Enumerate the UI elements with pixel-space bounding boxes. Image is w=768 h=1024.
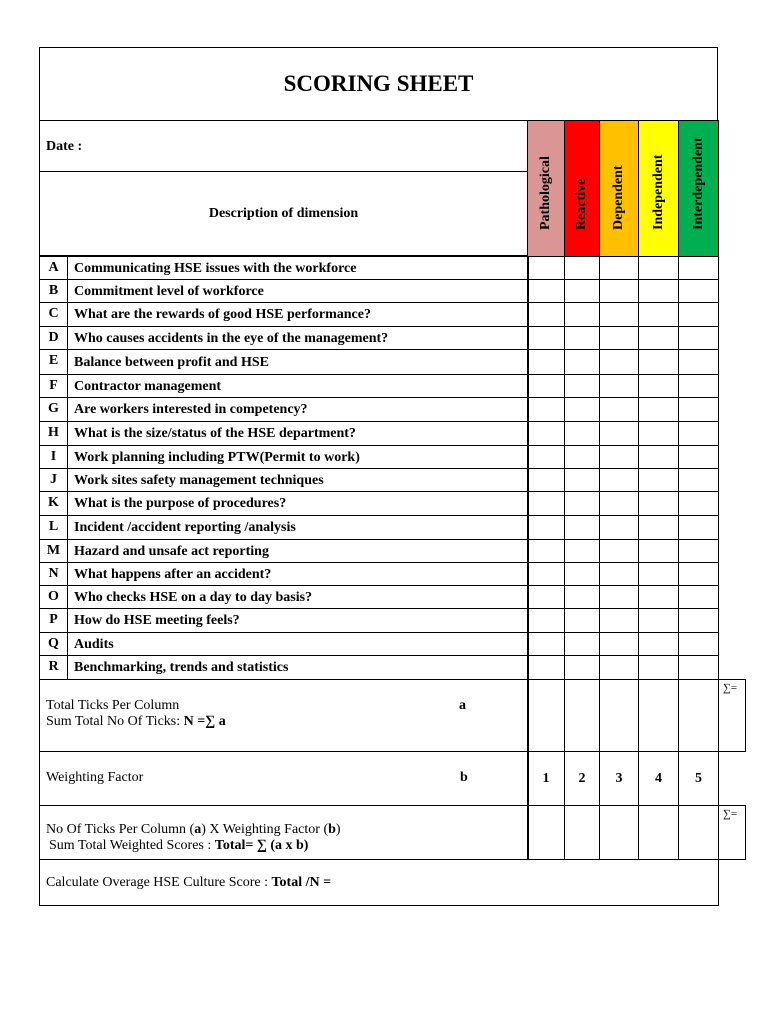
row-description: Contractor management [67,374,529,398]
tick-cell-j-1[interactable] [527,468,565,492]
tick-cell-r-2[interactable] [564,655,600,680]
tick-cell-k-1[interactable] [527,491,565,516]
tick-cell-m-1[interactable] [527,539,565,563]
tick-cell-a-3[interactable] [599,256,639,280]
totals-line-2-prefix: Sum Total No Of Ticks: [46,714,184,729]
tick-cell-l-2[interactable] [564,515,600,540]
row-letter: L [39,515,68,540]
tick-cell-j-3[interactable] [599,468,639,492]
row-description: Balance between profit and HSE [67,349,529,375]
tick-cell-n-1[interactable] [527,562,565,586]
tick-cell-b-3[interactable] [599,279,639,303]
row-description: Who causes accidents in the eye of the management? [67,326,529,350]
tick-cell-f-5[interactable] [678,374,719,398]
category-header-independent [638,120,679,257]
tick-cell-h-1[interactable] [527,421,565,446]
tick-cell-c-4[interactable] [638,302,679,327]
category-header-interdependent [678,120,719,257]
tick-cell-f-3[interactable] [599,374,639,398]
totals-label-cell [39,679,529,752]
weighting-factor-2: 2 [564,751,600,806]
weighted-label-cell [39,805,529,860]
tick-cell-h-4[interactable] [638,421,679,446]
row-description: What are the rewards of good HSE performance? [67,302,529,327]
tick-cell-r-5[interactable] [678,655,719,680]
total-ticks-cell-1[interactable] [527,679,565,752]
tick-cell-d-1[interactable] [527,326,565,350]
tick-cell-i-5[interactable] [678,445,719,469]
date-label: Date : [39,120,528,172]
tick-cell-e-4[interactable] [638,349,679,375]
total-ticks-cell-2[interactable] [564,679,600,752]
total-ticks-cell-3[interactable] [599,679,639,752]
tick-cell-g-5[interactable] [678,397,719,422]
weighted-l1-a: No Of Ticks Per Column ( [46,822,195,837]
total-ticks-cell-5[interactable] [678,679,719,752]
tick-cell-g-3[interactable] [599,397,639,422]
tick-cell-m-2[interactable] [564,539,600,563]
tick-cell-f-2[interactable] [564,374,600,398]
row-description: Who checks HSE on a day to day basis? [67,585,529,609]
category-header-pathological [527,120,565,257]
row-letter: B [39,279,68,303]
tick-cell-r-1[interactable] [527,655,565,680]
category-label: Dependent [611,165,626,230]
row-letter: J [39,468,68,492]
tick-cell-o-1[interactable] [527,585,565,609]
tick-cell-b-5[interactable] [678,279,719,303]
tick-cell-b-2[interactable] [564,279,600,303]
row-description: Incident /accident reporting /analysis [67,515,529,540]
tick-cell-p-5[interactable] [678,608,719,633]
weighting-tag: b [460,770,468,785]
category-header-reactive [564,120,600,257]
totals-line-1: Total Ticks Per Column [46,698,180,713]
tick-cell-k-3[interactable] [599,491,639,516]
row-letter: O [39,585,68,609]
row-description: Communicating HSE issues with the workforce [67,256,529,280]
tick-cell-r-4[interactable] [638,655,679,680]
tick-cell-i-2[interactable] [564,445,600,469]
weighted-l1-c: ) X Weighting Factor ( [201,822,329,837]
category-header-dependent [599,120,639,257]
tick-cell-l-4[interactable] [638,515,679,540]
tick-cell-n-5[interactable] [678,562,719,586]
row-letter: Q [39,632,68,656]
tick-cell-j-5[interactable] [678,468,719,492]
row-description: Benchmarking, trends and statistics [67,655,529,680]
tick-cell-d-5[interactable] [678,326,719,350]
category-label: Independent [650,154,666,230]
tick-cell-q-4[interactable] [638,632,679,656]
tick-cell-o-4[interactable] [638,585,679,609]
tick-cell-b-1[interactable] [527,279,565,303]
tick-cell-q-1[interactable] [527,632,565,656]
tick-cell-j-2[interactable] [564,468,600,492]
tick-cell-n-3[interactable] [599,562,639,586]
row-letter: M [39,539,68,563]
tick-cell-h-3[interactable] [599,421,639,446]
row-letter: I [39,445,68,469]
totals-tag: a [459,698,466,713]
tick-cell-g-2[interactable] [564,397,600,422]
tick-cell-n-2[interactable] [564,562,600,586]
row-description: Work sites safety management techniques [67,468,529,492]
tick-cell-o-2[interactable] [564,585,600,609]
row-letter: H [39,421,68,446]
weighting-factor-3: 3 [599,751,639,806]
tick-cell-k-5[interactable] [678,491,719,516]
tick-cell-e-5[interactable] [678,349,719,375]
weighting-factor-4: 4 [638,751,679,806]
row-letter: E [39,349,68,375]
description-header: Description of dimension [39,171,528,256]
row-letter: A [39,256,68,280]
tick-cell-j-4[interactable] [638,468,679,492]
tick-cell-a-5[interactable] [678,256,719,280]
tick-cell-e-2[interactable] [564,349,600,375]
row-description: What is the size/status of the HSE department? [67,421,529,446]
weighted-score-cell-1[interactable] [527,805,565,860]
tick-cell-p-4[interactable] [638,608,679,633]
total-ticks-cell-4[interactable] [638,679,679,752]
weighted-sum-cell[interactable]: ∑= [718,805,746,860]
weighted-l2-b: Total= [214,838,257,853]
tick-cell-a-4[interactable] [638,256,679,280]
weighted-l1-d: b [328,822,336,837]
tick-cell-r-3[interactable] [599,655,639,680]
tick-cell-g-4[interactable] [638,397,679,422]
tick-cell-l-1[interactable] [527,515,565,540]
tick-cell-p-2[interactable] [564,608,600,633]
tick-cell-k-4[interactable] [638,491,679,516]
tick-cell-i-4[interactable] [638,445,679,469]
weighted-l1-b: a [194,822,202,837]
row-letter: R [39,655,68,680]
weighting-label-cell [39,751,529,806]
row-description: Hazard and unsafe act reporting [67,539,529,563]
tick-cell-e-3[interactable] [599,349,639,375]
tick-cell-k-2[interactable] [564,491,600,516]
tick-cell-m-3[interactable] [599,539,639,563]
tick-cell-g-1[interactable] [527,397,565,422]
row-letter: P [39,608,68,633]
tick-cell-l-3[interactable] [599,515,639,540]
tick-cell-o-5[interactable] [678,585,719,609]
tick-cell-c-2[interactable] [564,302,600,327]
final-score-prefix: Calculate Overage HSE Culture Score : [46,875,272,890]
row-description: Audits [67,632,529,656]
row-letter: D [39,326,68,350]
tick-cell-c-5[interactable] [678,302,719,327]
row-letter: K [39,491,68,516]
weighted-score-cell-3[interactable] [599,805,639,860]
weighted-score-cell-5[interactable] [678,805,719,860]
totals-line-2-formula: N =∑ a [183,714,226,729]
page-title: SCORING SHEET [39,47,718,121]
weighting-factor-1: 1 [527,751,565,806]
final-score-formula: Total /N = [271,875,332,890]
final-score-cell[interactable] [39,859,719,906]
tick-cell-q-3[interactable] [599,632,639,656]
tick-cell-q-2[interactable] [564,632,600,656]
tick-cell-d-3[interactable] [599,326,639,350]
weighted-score-cell-4[interactable] [638,805,679,860]
tick-cell-p-3[interactable] [599,608,639,633]
tick-cell-h-5[interactable] [678,421,719,446]
weighted-l2-a: Sum Total Weighted Scores : [49,838,215,853]
tick-cell-o-3[interactable] [599,585,639,609]
tick-cell-m-5[interactable] [678,539,719,563]
row-description: Are workers interested in competency? [67,397,529,422]
tick-cell-l-5[interactable] [678,515,719,540]
category-label: Reactive [574,178,589,230]
row-description: Commitment level of workforce [67,279,529,303]
weighted-score-cell-2[interactable] [564,805,600,860]
tick-cell-q-5[interactable] [678,632,719,656]
weighting-label: Weighting Factor [46,770,144,785]
row-letter: N [39,562,68,586]
tick-cell-n-4[interactable] [638,562,679,586]
row-description: What is the purpose of procedures? [67,491,529,516]
weighted-l1-e: ) [335,822,341,837]
ticks-sum-cell[interactable]: ∑= [718,679,746,752]
tick-cell-d-4[interactable] [638,326,679,350]
tick-cell-f-4[interactable] [638,374,679,398]
row-letter: C [39,302,68,327]
row-description: How do HSE meeting feels? [67,608,529,633]
tick-cell-i-3[interactable] [599,445,639,469]
category-label: Pathological [538,156,553,230]
row-letter: G [39,397,68,422]
tick-cell-c-3[interactable] [599,302,639,327]
tick-cell-p-1[interactable] [527,608,565,633]
tick-cell-c-1[interactable] [527,302,565,327]
tick-cell-f-1[interactable] [527,374,565,398]
tick-cell-h-2[interactable] [564,421,600,446]
tick-cell-i-1[interactable] [527,445,565,469]
tick-cell-b-4[interactable] [638,279,679,303]
tick-cell-e-1[interactable] [527,349,565,375]
tick-cell-d-2[interactable] [564,326,600,350]
tick-cell-a-1[interactable] [527,256,565,280]
tick-cell-a-2[interactable] [564,256,600,280]
tick-cell-m-4[interactable] [638,539,679,563]
category-label: Interdependent [690,137,706,230]
row-letter: F [39,374,68,398]
weighting-factor-5: 5 [678,751,719,806]
row-description: What happens after an accident? [67,562,529,586]
row-description: Work planning including PTW(Permit to work) [67,445,529,469]
weighted-l2-c: ∑ (a x b) [256,838,309,853]
